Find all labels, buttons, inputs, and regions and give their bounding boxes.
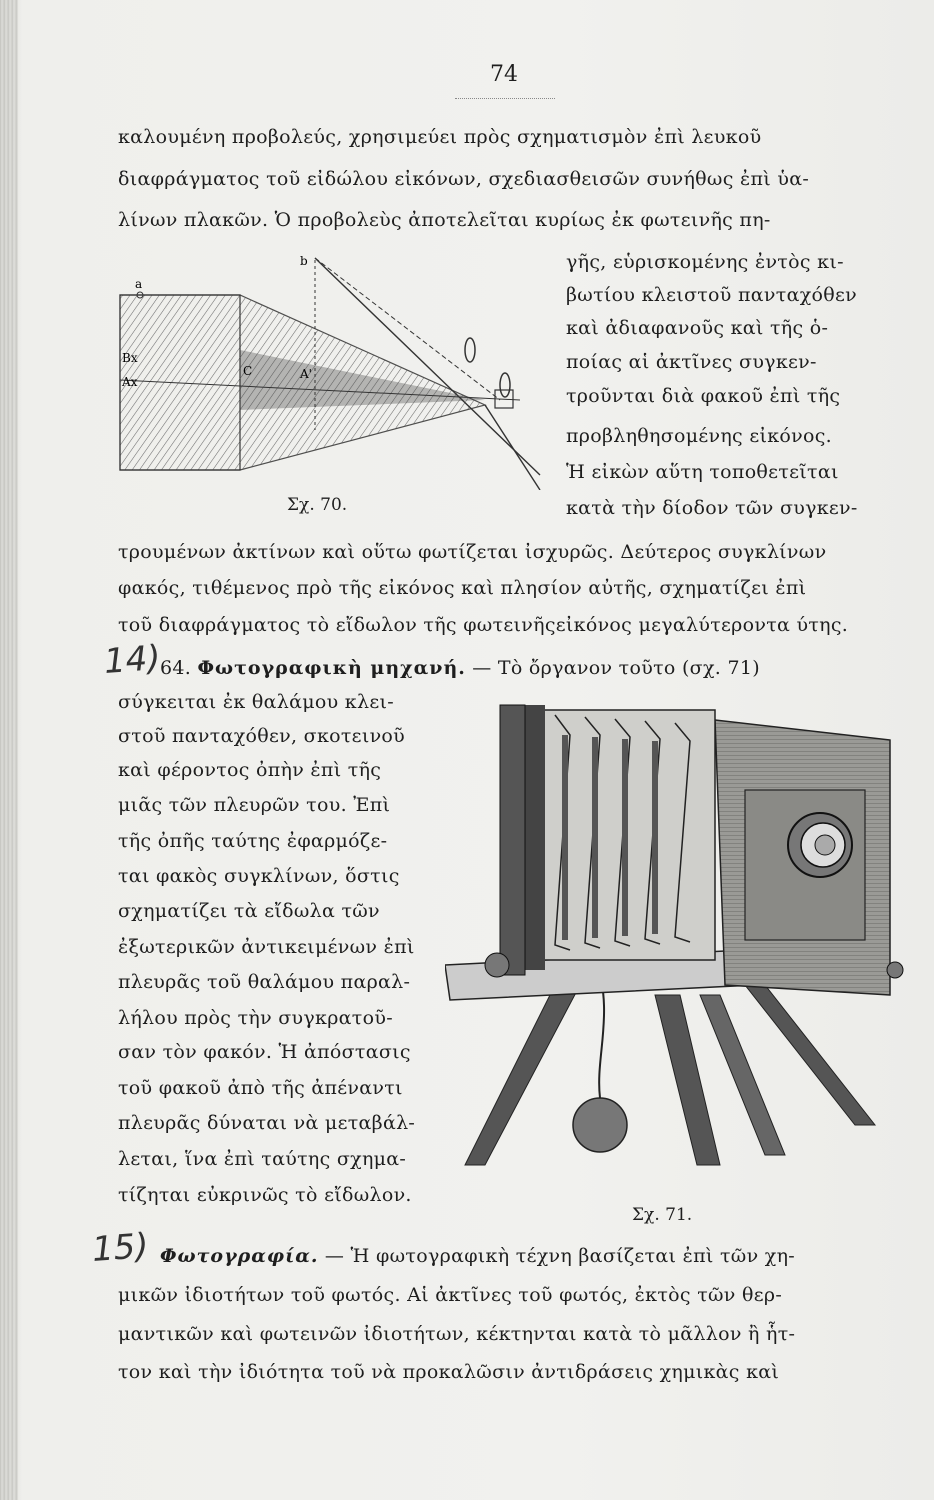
text-line: ποίας αἱ ἀκτῖνες συγκεν- xyxy=(566,351,817,373)
text-line-content: καλουμένη προβολεύς, χρησιμεύει πρὸς σχηματισμὸν ἐπὶ λευκοῦ xyxy=(118,126,762,148)
figure-70-caption: Σχ. 70. xyxy=(287,495,348,515)
text-line: ἐξωτερικῶν ἀντικειμένων ἐπὶ xyxy=(118,936,415,958)
text-line: τροῦνται διὰ φακοῦ ἐπὶ τῆς xyxy=(566,385,841,407)
text-line: τρουμένων ἀκτίνων καὶ οὕτω φωτίζεται ἰσχυρῶς. Δεύτερος συγκλίνων xyxy=(118,541,827,563)
text-line: λήλου πρὸς τὴν συγκρατοῦ- xyxy=(118,1007,393,1029)
label-b: b xyxy=(300,254,308,268)
text-line: μιᾶς τῶν πλευρῶν του. Ἐπὶ xyxy=(118,794,391,816)
section-heading-rest: — Τὸ ὄργανον τοῦτο (σχ. 71) xyxy=(472,657,760,679)
text-line: μαντικῶν καὶ φωτεινῶν ἰδιοτήτων, κέκτηνται κατὰ τὸ μᾶλλον ἢ ἧτ- xyxy=(118,1323,796,1345)
margin-note-14: 14) xyxy=(102,638,162,682)
text-line: γῆς, εὑρισκομένης ἐντὸς κι- xyxy=(566,251,844,273)
text-line-content: λίνων πλακῶν. Ὁ προβολεὺς ἀποτελεῖται κυρίως ἐκ φωτεινῆς πη- xyxy=(118,209,771,231)
camera-bellows xyxy=(515,705,715,970)
tripod-leg xyxy=(465,985,580,1165)
label-ax: Ax xyxy=(122,375,138,389)
label-bx: Bx xyxy=(122,351,138,365)
label-a: a xyxy=(135,277,143,291)
text-line: βωτίου κλειστοῦ πανταχόθεν xyxy=(566,284,857,306)
front-standard xyxy=(500,705,525,975)
text-line: προβληθησομένης εἰκόνος. xyxy=(566,425,833,447)
shutter-bulb xyxy=(573,1098,627,1152)
diverging-ray xyxy=(485,405,540,490)
text-line: τοῦ φακοῦ ἀπὸ τῆς ἀπέναντι xyxy=(118,1077,403,1099)
text-line xyxy=(118,167,896,191)
text-line-content: διαφράγματος τοῦ εἰδώλου εἰκόνων, σχεδιασθεισῶν συνήθως ἐπὶ ὑα- xyxy=(118,168,810,190)
camera-lens-center xyxy=(815,835,835,855)
margin-note-15: 15) xyxy=(90,1226,150,1270)
text-line: στοῦ πανταχόθεν, σκοτεινοῦ xyxy=(118,725,406,747)
section-title: Φωτογραφικὴ μηχανή. xyxy=(197,657,466,679)
text-line: λεται, ἵνα ἐπὶ ταύτης σχημα- xyxy=(118,1148,407,1170)
label-c: C xyxy=(243,364,253,378)
text-line: κατὰ τὴν δίοδον τῶν συγκεν- xyxy=(566,497,858,519)
label-a-prime: A' xyxy=(300,367,312,381)
text-line: πλευρᾶς τοῦ θαλάμου παραλ- xyxy=(118,971,411,993)
text-line xyxy=(118,208,896,232)
text-line: φακός, τιθέμενος πρὸ τῆς εἰκόνος καὶ πλησίον αὐτῆς, σχηματίζει ἐπὶ xyxy=(118,577,807,599)
photography-heading xyxy=(160,1244,795,1268)
lens-icon xyxy=(500,373,510,397)
text-line: σχηματίζει τὰ εἴδωλα τῶν xyxy=(118,900,380,922)
figure-70-projector-diagram xyxy=(110,250,550,490)
page-number: 74 xyxy=(490,62,518,87)
text-line: σαν τὸν φακόν. Ἡ ἀπόστασις xyxy=(118,1041,411,1063)
figure-71-camera-illustration xyxy=(445,695,905,1195)
page-binding-edge xyxy=(0,0,18,1500)
text-line: σύγκειται ἐκ θαλάμου κλει- xyxy=(118,691,394,713)
text-line: ται φακὸς συγκλίνων, ὅστις xyxy=(118,865,400,887)
text-line xyxy=(118,125,896,149)
text-line: τον καὶ τὴν ἰδιότητα τοῦ νὰ προκαλῶσιν ἀντιδράσεις χημικὰς καὶ xyxy=(118,1361,780,1383)
text-line: καὶ ἀδιαφανοῦς καὶ τῆς ὁ- xyxy=(566,317,829,339)
text-line: καὶ φέροντος ὀπὴν ἐπὶ τῆς xyxy=(118,759,382,781)
focus-knob xyxy=(485,953,509,977)
lens-icon xyxy=(465,338,475,362)
text-line: τῆς ὀπῆς ταύτης ἐφαρμόζε- xyxy=(118,830,388,852)
text-line: Ἡ εἰκὼν αὕτη τοποθετεῖται xyxy=(566,461,839,483)
text-line: μικῶν ἰδιοτήτων τοῦ φωτός. Αἱ ἀκτῖνες τοῦ φωτός, ἐκτὸς τῶν θερ- xyxy=(118,1284,783,1306)
side-knob xyxy=(887,962,903,978)
text-line: πλευρᾶς δύναται νὰ μεταβάλ- xyxy=(118,1112,416,1134)
section-heading-rest: — Ἡ φωτογραφικὴ τέχνη βασίζεται ἐπὶ τῶν χη- xyxy=(324,1245,795,1267)
section-number: 64. xyxy=(160,657,192,679)
text-line: τίζηται εὐκρινῶς τὸ εἴδωλον. xyxy=(118,1184,412,1206)
figure-71-caption: Σχ. 71. xyxy=(632,1205,693,1225)
section-title: Φωτογραφία. xyxy=(160,1245,319,1267)
section-64-heading xyxy=(160,656,760,680)
text-line: τοῦ διαφράγματος τὸ εἴδωλον τῆς φωτεινῆςεἰκόνος μεγαλύτεροντα ύτης. xyxy=(118,614,849,636)
page-number-rule xyxy=(455,98,555,99)
